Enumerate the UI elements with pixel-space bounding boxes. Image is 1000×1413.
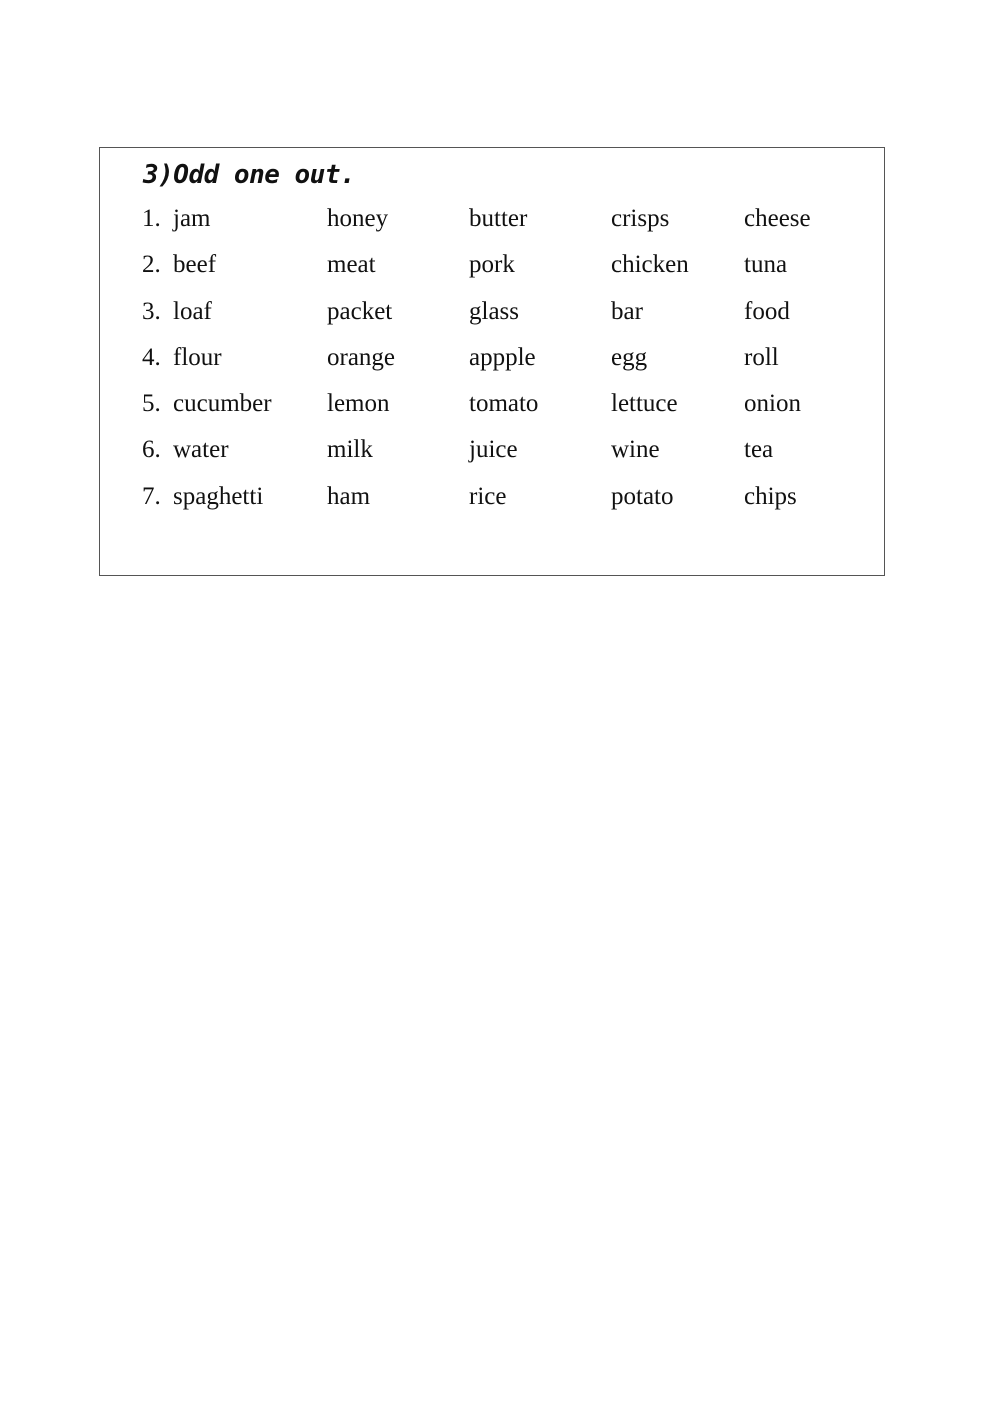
- word-option[interactable]: appple: [469, 343, 536, 371]
- exercise-box: [99, 147, 885, 576]
- word-option[interactable]: orange: [327, 343, 396, 371]
- row-number: 7.: [142, 482, 161, 510]
- row-number: 5.: [142, 390, 161, 418]
- row-number: 6.: [142, 436, 161, 464]
- word-option[interactable]: milk: [327, 436, 373, 464]
- word-row-6: [142, 435, 862, 481]
- word-option[interactable]: beef: [173, 251, 217, 279]
- word-option[interactable]: onion: [744, 390, 801, 418]
- word-option[interactable]: wine: [611, 436, 660, 464]
- word-row-1: [142, 204, 862, 250]
- word-rows: [142, 204, 862, 528]
- word-option[interactable]: jam: [173, 205, 211, 232]
- word-option[interactable]: tomato: [469, 390, 539, 418]
- word-option[interactable]: honey: [327, 205, 389, 232]
- word-row-4: [142, 343, 862, 389]
- word-row-7: [142, 482, 862, 528]
- word-option[interactable]: bar: [611, 297, 643, 325]
- word-option[interactable]: meat: [327, 251, 376, 279]
- word-option[interactable]: lettuce: [611, 390, 678, 418]
- word-option[interactable]: crisps: [611, 205, 670, 232]
- word-option[interactable]: lemon: [327, 390, 390, 418]
- row-number: 3.: [142, 297, 161, 325]
- word-option[interactable]: rice: [469, 482, 507, 510]
- word-option[interactable]: roll: [744, 343, 779, 371]
- word-option[interactable]: potato: [611, 482, 674, 510]
- word-option[interactable]: spaghetti: [173, 482, 264, 510]
- row-number: 4.: [142, 343, 161, 371]
- exercise-heading: 3)Odd one out.: [143, 160, 356, 190]
- word-option[interactable]: chips: [744, 482, 797, 510]
- row-number: 2.: [142, 251, 161, 279]
- word-option[interactable]: water: [173, 436, 229, 464]
- word-option[interactable]: packet: [327, 297, 393, 325]
- word-row-3: [142, 297, 862, 343]
- word-option[interactable]: chicken: [611, 251, 689, 279]
- word-option[interactable]: tuna: [744, 251, 788, 279]
- word-option[interactable]: egg: [611, 343, 648, 371]
- word-option[interactable]: flour: [173, 343, 222, 371]
- word-option[interactable]: juice: [469, 436, 518, 464]
- word-row-5: [142, 389, 862, 435]
- word-option[interactable]: cucumber: [173, 390, 272, 418]
- word-option[interactable]: food: [744, 297, 790, 325]
- word-option[interactable]: glass: [469, 297, 519, 325]
- word-option[interactable]: butter: [469, 205, 528, 232]
- word-option[interactable]: cheese: [744, 205, 811, 232]
- row-number: 1.: [142, 205, 161, 232]
- word-option[interactable]: loaf: [173, 297, 212, 325]
- word-option[interactable]: pork: [469, 251, 515, 279]
- word-row-2: [142, 250, 862, 296]
- word-option[interactable]: tea: [744, 436, 774, 464]
- word-option[interactable]: ham: [327, 482, 371, 510]
